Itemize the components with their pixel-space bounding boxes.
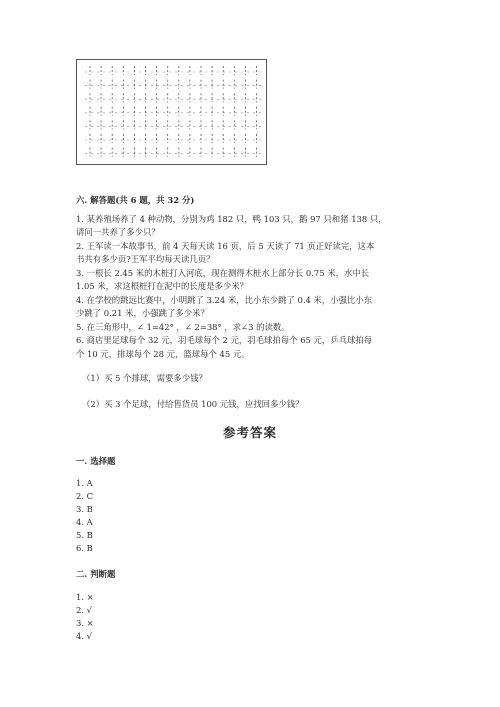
- question-line: 请问一共养了多少只？: [76, 227, 160, 237]
- choice-answer: 5. B: [76, 530, 93, 540]
- choice-answer: 3. B: [76, 504, 93, 514]
- section-heading: 六. 解答题(共 6 题，共 32 分): [76, 195, 195, 205]
- question-line: 书共有多少页?王军平均每天读几页？: [76, 254, 215, 264]
- question-line: 1.05 米，求这根桩打在泥中的长度是多少米？: [76, 281, 249, 291]
- choice-answer: 2. C: [76, 491, 94, 501]
- answer-key-title: 参考答案: [222, 425, 277, 440]
- choice-section-heading: 一. 选择题: [76, 456, 116, 466]
- question-line: 4. 在学校的跳远比赛中，小明跳了 3.24 米，比小东少跳了 0.4 米，小强比小东: [76, 295, 373, 305]
- question-line: 少跳了 0.21 米，小强跳了多少米？: [76, 308, 209, 318]
- subquestion-line: （1）买 5 个排球，需要多少钱？: [82, 373, 207, 383]
- question-line: 6. 商店里足球每个 32 元，羽毛球每个 2 元，羽毛球拍每个 65 元，乒乓球拍每: [76, 335, 373, 345]
- judge-answer: 4. √: [76, 631, 92, 641]
- subquestion-line: （2）买 3 个足球，付给售货员 100 元钱，应找回多少钱？: [82, 399, 304, 409]
- judge-section-heading: 二. 判断题: [76, 569, 116, 579]
- choice-answer: 6. B: [76, 543, 93, 553]
- judge-answer: 1. ×: [76, 592, 94, 602]
- practice-grid-lines: [77, 60, 268, 166]
- judge-answer: 3. ×: [76, 618, 94, 628]
- practice-grid: [76, 59, 267, 165]
- question-line: 2. 王军读一本故事书，前 4 天每天读 16 页，后 5 天读了 71 页正好读完，这本: [76, 241, 375, 251]
- question-line: 5. 在三角形中，∠ 1=42° ，∠ 2=38° ，求∠3 的读数。: [76, 322, 290, 332]
- question-line: 1. 某养殖场养了 4 种动物，分别为鸡 182 只，鸭 103 只，鹅 97 只和猪 138 只，: [76, 214, 387, 224]
- question-line: 个 10 元，排球每个 28 元，篮球每个 45 元。: [76, 349, 250, 359]
- choice-answer: 4. A: [76, 517, 93, 527]
- judge-answer: 2. √: [76, 605, 92, 615]
- choice-answer: 1. A: [76, 478, 93, 488]
- question-line: 3. 一根长 2.45 米的木桩打入河底，现在测得木桩水上部分长 0.75 米，水中长: [76, 268, 370, 278]
